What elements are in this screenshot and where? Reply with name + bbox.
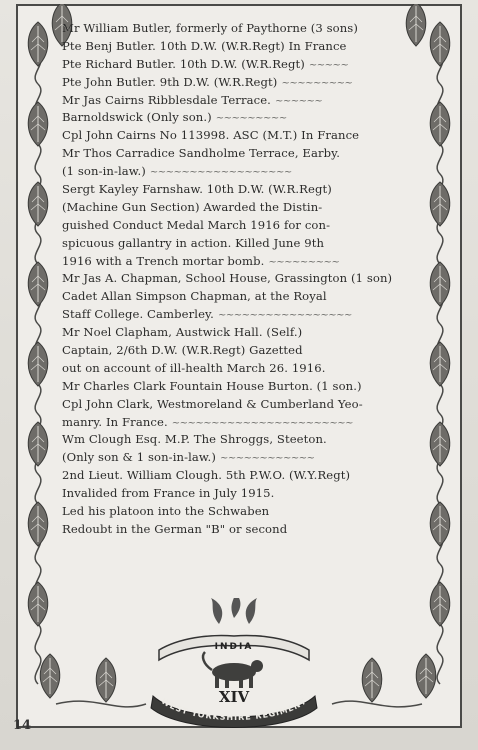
entry-text: Pte Richard Butler. 10th D.W. (W.R.Regt) — [62, 56, 305, 71]
memorial-entry-line — [62, 74, 436, 92]
entry-text: Mr Noel Clapham, Austwick Hall. (Self.) — [62, 325, 303, 340]
memorial-entry-line — [62, 449, 436, 467]
line-filler-flourish: ~~~~~ — [308, 59, 349, 71]
india-label: INDIA — [214, 642, 254, 652]
memorial-entry-line — [62, 20, 436, 38]
entry-text: Invalided from France in July 1915. — [62, 486, 275, 501]
entry-text: Led his platoon into the Schwaben — [62, 504, 270, 519]
memorial-entry-line — [62, 235, 436, 253]
motto-text: WEST YORKSHIRE REGIMENT — [159, 696, 309, 723]
entry-text: guished Conduct Medal March 1916 for con- — [62, 217, 331, 232]
memorial-entry-line — [62, 431, 436, 449]
memorial-entry-line — [62, 145, 436, 163]
line-filler-flourish: ~~~~~~ — [274, 95, 323, 107]
entry-text: (1 son-in-law.) — [62, 164, 146, 179]
memorial-entry-line — [62, 199, 436, 217]
memorial-entry-line — [62, 127, 436, 145]
entry-text: out on account of ill-health March 26. 1916. — [62, 360, 326, 375]
memorial-entry-line — [62, 378, 436, 396]
entry-text: Cpl John Clark, Westmoreland & Cumberland Yeo- — [62, 396, 363, 411]
memorial-entry-line — [62, 253, 436, 271]
entry-text: Mr William Butler, formerly of Paythorne (3 sons) — [62, 21, 358, 35]
regiment-numeral: XIV — [218, 688, 250, 706]
entry-text: Barnoldswick (Only son.) — [62, 110, 212, 125]
entry-text: Pte John Butler. 9th D.W. (W.R.Regt) — [62, 74, 278, 89]
entry-text: Mr Jas Cairns Ribblesdale Terrace. — [62, 92, 271, 107]
memorial-entry-line — [62, 342, 436, 360]
memorial-entry-line — [62, 181, 436, 199]
entry-text: Staff College. Camberley. — [62, 307, 214, 322]
entry-text: manry. In France. — [62, 414, 168, 429]
memorial-entry-line — [62, 288, 436, 306]
entry-text: Sergt Kayley Farnshaw. 10th D.W. (W.R.Regt) — [62, 182, 332, 197]
memorial-entry-line — [62, 92, 436, 110]
entry-text: spicuous gallantry in action. Killed June 9th — [62, 235, 325, 250]
page-number: 14 — [13, 718, 32, 733]
memorial-entry-line — [62, 467, 436, 485]
regimental-badge — [139, 598, 329, 728]
memorial-entry-line — [62, 414, 436, 432]
line-filler-flourish: ~~~~~~~~~~~~~~~~~~ — [149, 167, 292, 179]
memorial-entry-line — [62, 38, 436, 56]
entry-text: Cadet Allan Simpson Chapman, at the Royal — [62, 289, 327, 304]
entry-text: (Only son & 1 son-in-law.) — [62, 450, 216, 465]
memorial-entry-line — [62, 217, 436, 235]
entry-text: (Machine Gun Section) Awarded the Distin- — [62, 199, 323, 214]
line-filler-flourish: ~~~~~~~~~ — [215, 113, 287, 125]
memorial-entry-line — [62, 360, 436, 378]
entry-text: Mr Thos Carradice Sandholme Terrace, Earby. — [62, 146, 341, 161]
tiger-icon — [203, 652, 263, 688]
line-filler-flourish: ~~~~~~~~~~~~~~~~~ — [217, 310, 352, 322]
entry-text: Redoubt in the German "B" or second — [62, 521, 288, 536]
memorial-text-panel — [62, 20, 436, 620]
memorial-entry-line — [62, 163, 436, 181]
entry-text: Mr Jas A. Chapman, School House, Grassington (1 son) — [62, 271, 393, 286]
entry-text: 1916 with a Trench mortar bomb. — [62, 253, 265, 268]
memorial-entry-line — [62, 270, 436, 288]
memorial-entry-line — [62, 306, 436, 324]
memorial-entry-line — [62, 485, 436, 503]
entry-text: Cpl John Cairns No 113998. ASC (M.T.) In France — [62, 128, 360, 143]
memorial-entry-line — [62, 503, 436, 521]
line-filler-flourish: ~~~~~~~~~~~~ — [219, 453, 315, 465]
memorial-entry-line — [62, 521, 436, 539]
memorial-entry-line — [62, 324, 436, 342]
india-scroll — [159, 636, 309, 660]
entry-text: Wm Clough Esq. M.P. The Shroggs, Steeton. — [62, 432, 327, 447]
memorial-entry-line — [62, 56, 436, 74]
entry-text: Mr Charles Clark Fountain House Burton. (1 son.) — [62, 378, 362, 393]
memorial-entry-line — [62, 109, 436, 127]
prince-of-wales-feathers-icon — [211, 598, 257, 624]
line-filler-flourish: ~~~~~~~~~ — [268, 256, 340, 268]
line-filler-flourish: ~~~~~~~~~~~~~~~~~~~~~~~ — [171, 417, 353, 429]
entry-text: Captain, 2/6th D.W. (W.R.Regt) Gazetted — [62, 343, 303, 358]
line-filler-flourish: ~~~~~~~~~ — [281, 77, 353, 89]
memorial-entry-line — [62, 396, 436, 414]
entry-text: Pte Benj Butler. 10th D.W. (W.R.Regt) In France — [62, 38, 347, 53]
entry-text: 2nd Lieut. William Clough. 5th P.W.O. (W.Y.Regt) — [62, 468, 351, 483]
